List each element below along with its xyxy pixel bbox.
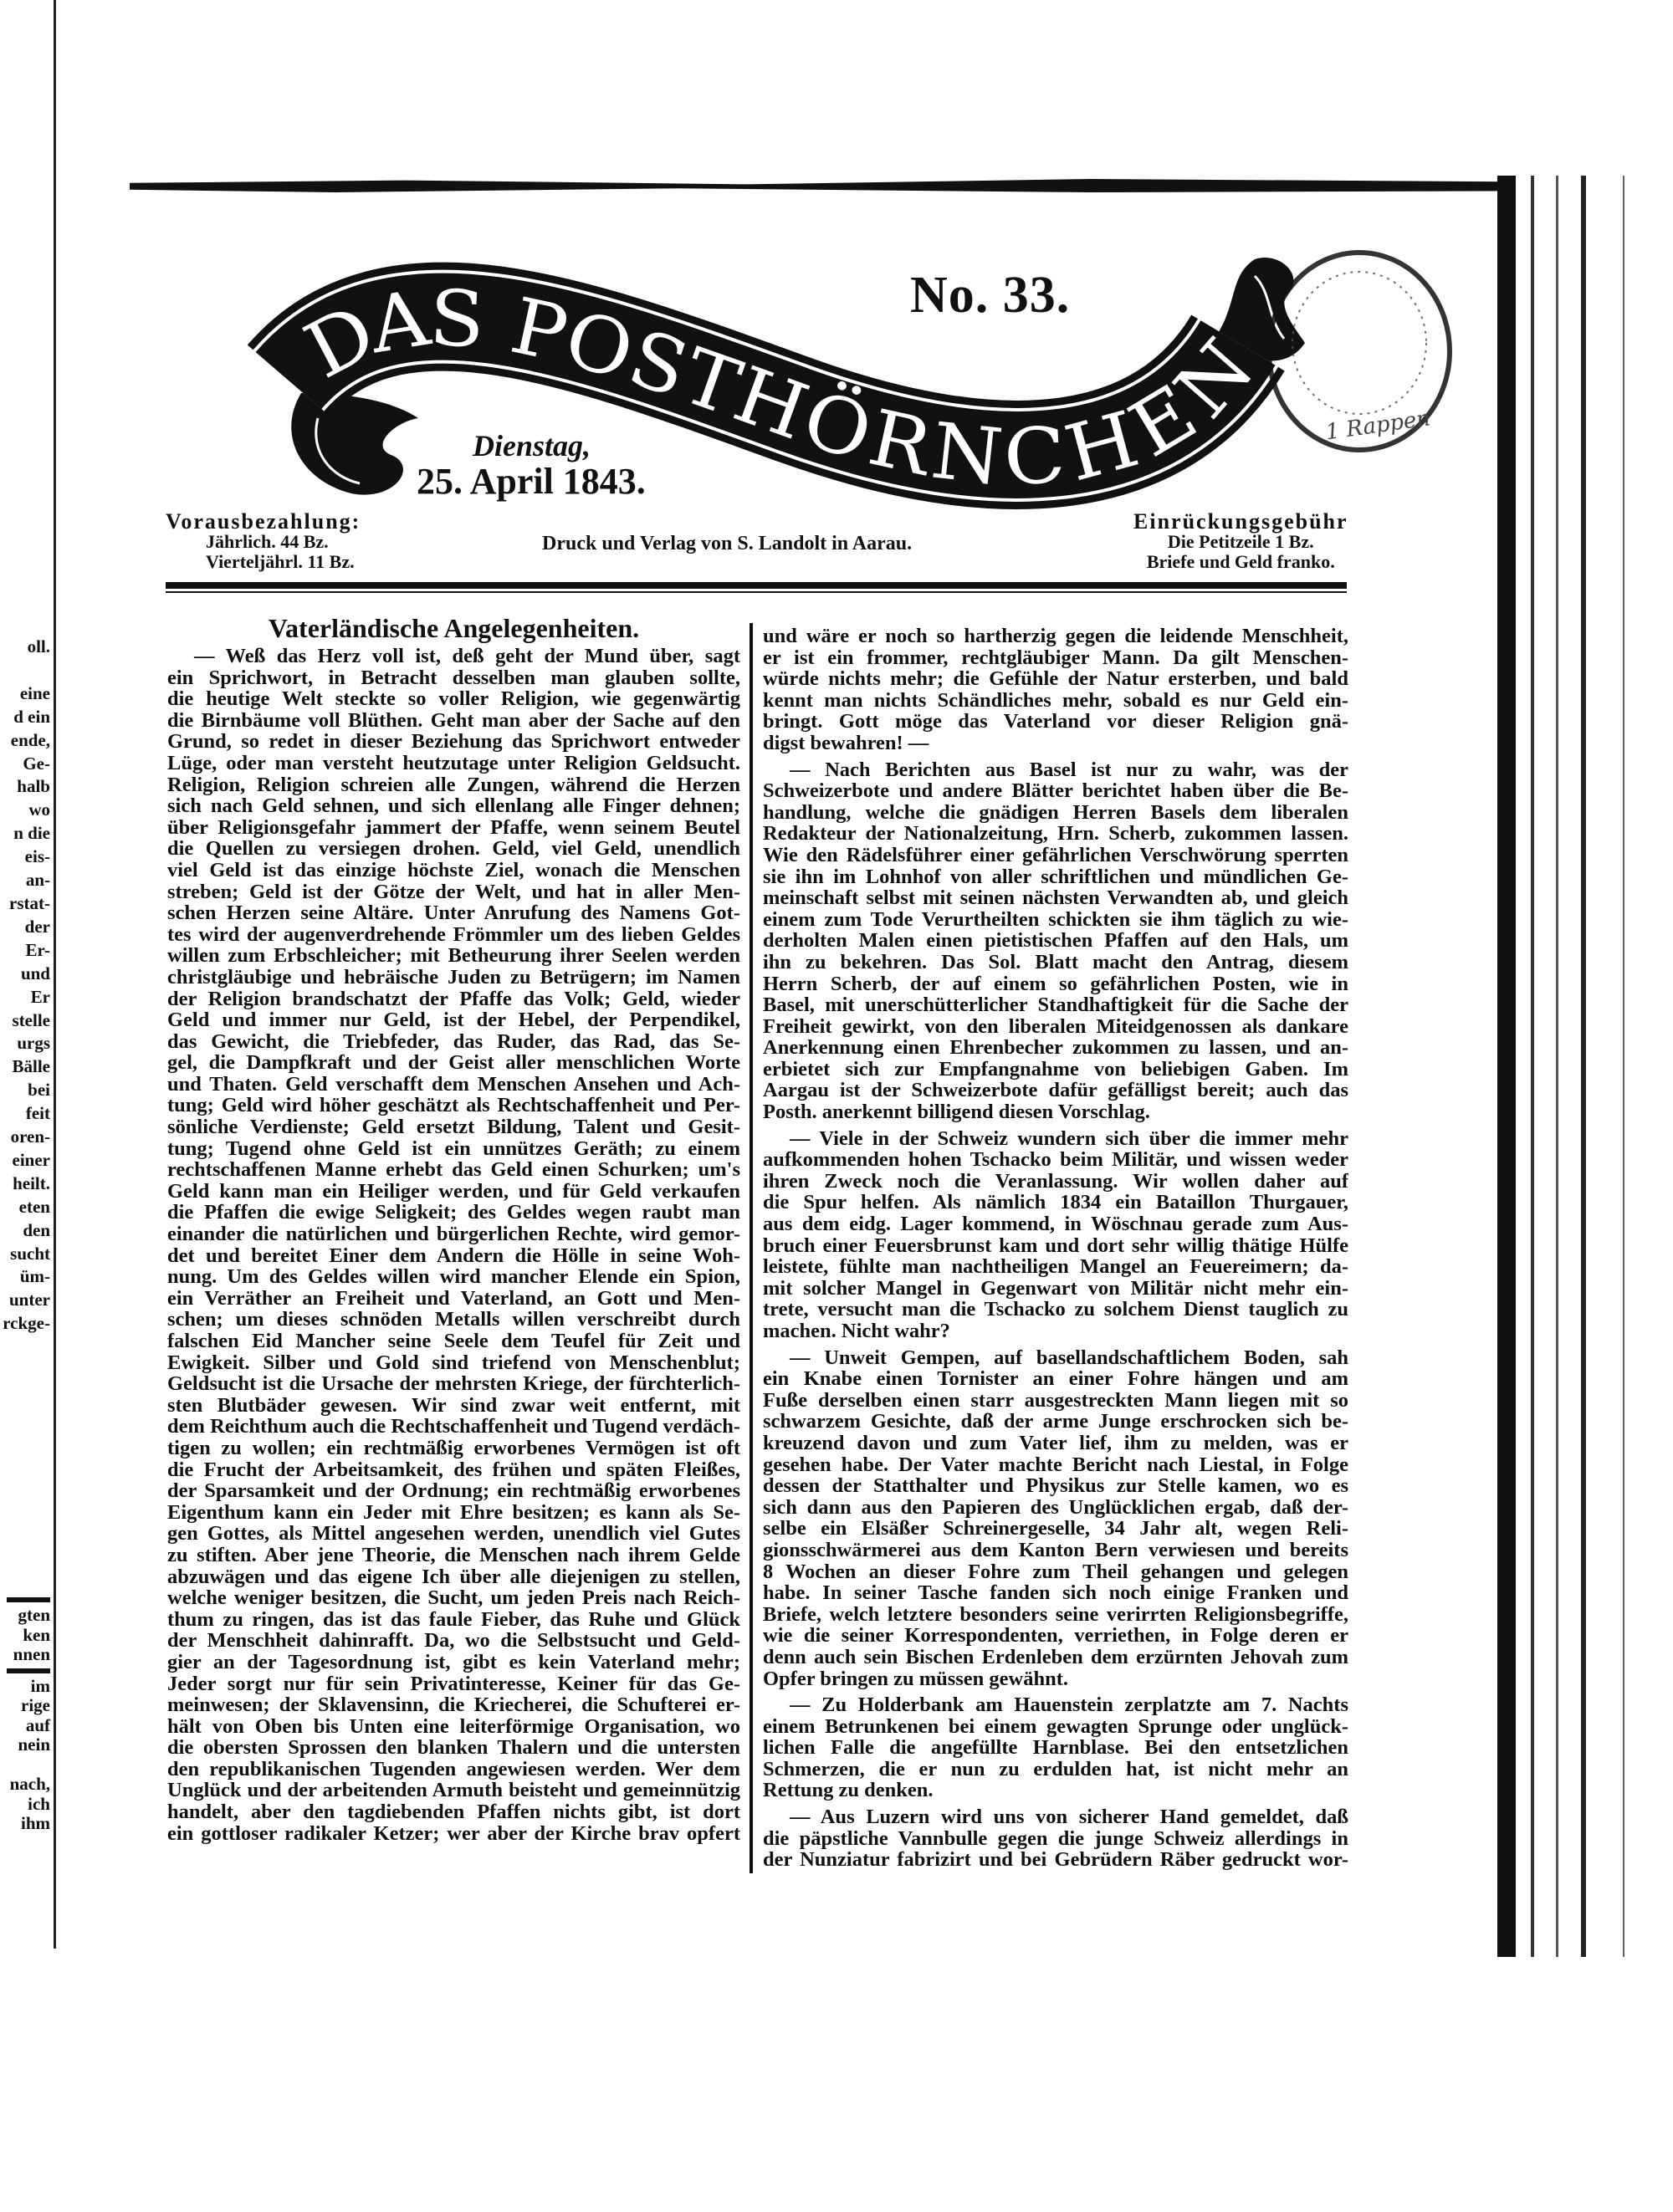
fragment-text: urgs	[17, 1033, 50, 1054]
text-line: 8 Wochen an dieser Fohre zum Theil gehangen und gelegen	[763, 1561, 1348, 1583]
text-line: Unglück und der arbeitenden Armuth beisteht und gemeinnützig	[167, 1780, 740, 1802]
fragment-text	[0, 1755, 50, 1775]
fragment-text: stelle	[12, 1009, 50, 1030]
article-paragraph	[763, 759, 1348, 1123]
text-line: Wie den Rädelsführer einer gefährlichen Verschwörung sperrten	[763, 844, 1348, 866]
text-line: ein Verräther an Freiheit und Vaterland, an Gott und Men-	[167, 1287, 740, 1310]
text-line: mit solcher Mangel in Gegenwart von Militär nicht mehr ein-	[763, 1277, 1348, 1300]
text-line: christgläubige und hebräische Juden zu Betrügern; im Namen	[167, 966, 740, 989]
previous-page-fragments-upper	[0, 636, 50, 1336]
fragment-text: eis-	[24, 846, 50, 867]
text-line: die päpstliche Vannbulle gegen die junge Schweiz allerdings in	[763, 1827, 1348, 1850]
subscription-yearly: Jährlich. 44 Bz.	[206, 531, 329, 552]
masthead-banner	[0, 0, 1673, 585]
article-paragraph	[763, 1347, 1348, 1690]
text-line: hält von Oben bis Unten eine leiterförmige Organisation, wo	[167, 1715, 740, 1738]
text-line: dessen der Statthalter und Physikus zur Stelle kamen, wo es	[763, 1475, 1348, 1497]
text-line: habe. In seiner Tasche fanden sich noch einige Franken und	[763, 1582, 1348, 1604]
fragment-text: halb	[17, 776, 50, 797]
text-line: Basel, mit unerschütterlicher Standhaftigkeit für die Sache der	[763, 994, 1348, 1016]
text-line: die Quellen zu versiegen drohen. Geld, viel Geld, unendlich	[167, 838, 740, 860]
text-line: det und bereitet Einer dem Andern die Hölle in seine Woh-	[167, 1244, 740, 1267]
text-line: den republikanischen Tugenden angewiesen werden. Wer dem	[167, 1758, 740, 1780]
fragment-text: rckge-	[3, 1313, 50, 1334]
issue-weekday: Dienstag,	[473, 429, 591, 462]
text-line: denn auch sein Bischen Erdenleben dem erzürnten Jehovah zum	[763, 1646, 1348, 1668]
text-line: — Unweit Gempen, auf basellandschaftlichem Boden, sah	[790, 1346, 1348, 1369]
text-line: ihn zu bekehren. Das Sol. Blatt macht den Antrag, diesem	[763, 951, 1348, 973]
text-line: Ewigkeit. Silber und Gold sind triefend von Menschenblut;	[167, 1351, 740, 1374]
fragment-text: eten	[18, 1196, 50, 1217]
issue-number	[910, 266, 1070, 325]
text-line: sten Blutbäder gewesen. Wir sind zwar weit entfernt, mit	[167, 1394, 740, 1417]
fragment-text: den	[23, 1219, 50, 1240]
text-line: handelt, aber den tagdiebenden Pfaffen nichts gibt, ist dort	[167, 1801, 740, 1823]
fragment-text: unter	[9, 1290, 50, 1310]
masthead-title: DAS POSTHÖRNCHEN	[290, 273, 1271, 503]
section-heading: Vaterländische Angelegenheiten.	[268, 613, 640, 643]
text-line: meinwesen; der Sklavensinn, die Kriecherei, die Schufterei er-	[167, 1694, 740, 1716]
text-line: erbietet sich zur Empfangnahme von beliebigen Gaben. Im	[763, 1058, 1348, 1080]
text-line: Rettung zu denken.	[763, 1780, 934, 1802]
text-line: gel, die Dampfkraft und der Geist aller menschlichen Worte	[167, 1052, 740, 1074]
text-line: Jeder sorgt nur für sein Privatinteresse, Keiner für das Ge-	[167, 1673, 740, 1695]
text-line: Anerkennung einen Ehrenbecher zukommen zu lassen, und an-	[763, 1037, 1348, 1059]
text-line: trete, versucht man die Tschacko zu solchem Dienst tauglich zu	[763, 1299, 1348, 1321]
text-line: Lüge, oder man versteht heutzutage unter Religion Geldsucht.	[167, 752, 740, 774]
text-line: gionsschwärmerei aus dem Kanton Bern verwiesen und bereits	[763, 1539, 1348, 1561]
text-line: würde nichts mehr; die Gefühle der Natur ersterben, und bald	[763, 668, 1348, 690]
fragment-text	[0, 659, 50, 682]
text-line: abzuwägen und das eigene Ich über alle diejenigen zu stellen,	[167, 1566, 740, 1588]
fragment-text: bei	[28, 1080, 50, 1101]
text-line: Freiheit gewirkt, von den liberalen Miteidgenossen als dankare	[763, 1015, 1348, 1038]
text-line: ein Knabe einen Tornister an einer Fohre hängen und am	[763, 1368, 1348, 1390]
text-line: einander die natürlichen und bürgerlichen Rechte, wird gemor-	[167, 1223, 740, 1245]
text-line: schen Herzen seine Altäre. Unter Anrufung des Namens Got-	[167, 902, 740, 924]
fragment-text: nein	[18, 1734, 50, 1755]
article-paragraph	[167, 646, 740, 1844]
fragment-text: heilt.	[13, 1172, 50, 1193]
text-line: willen zum Erbschleicher; mit Betheurung ihrer Seelen werden	[167, 945, 740, 967]
previous-page-fragments-lower	[0, 1594, 50, 1834]
fragment-text: üm-	[19, 1266, 50, 1287]
text-line: machen. Nicht wahr?	[763, 1321, 950, 1342]
text-line: digst bewahren! —	[763, 732, 929, 754]
text-line: Fuße derselben einen starr ausgestreckten Mann liegen mit so	[763, 1389, 1348, 1412]
text-line: aus dem eidg. Lager kommend, in Wöschnau gerade zum Aus-	[763, 1213, 1348, 1235]
issue-number-value: 33.	[1002, 267, 1071, 324]
fragment-text: eine	[19, 682, 50, 703]
advertising-heading: Einrückungsgebühr	[1133, 509, 1348, 534]
header-rule-thick	[166, 582, 1347, 589]
text-line: die Frucht der Arbeitsamkeit, des frühen und späten Fleißes,	[167, 1458, 740, 1481]
text-line: meinschaft selbst mit seinen nächsten Verwandten ab, und gleich	[763, 887, 1348, 909]
fragment-text: sucht	[10, 1243, 50, 1264]
issue-date: 25. April 1843.	[417, 461, 646, 502]
subscription-heading: Vorausbezahlung:	[166, 509, 361, 534]
fragment-text: rige	[21, 1695, 50, 1715]
fragment-block-b	[0, 1677, 50, 1834]
text-line: Schmerzen, die er nun zu erdulden hat, ist nicht mehr an	[763, 1758, 1348, 1780]
text-line: der Menschheit dahinrafft. Da, wo die Selbstsucht und Geld-	[167, 1630, 740, 1652]
fragment-text: Er	[30, 986, 50, 1007]
text-line: sie ihn im Lohnhof von aller schriftlichen und mündlichen Ge-	[763, 866, 1348, 888]
svg-text:1 Rappen: 1 Rappen	[1323, 406, 1432, 446]
text-line: die heutige Welt steckte so voller Religion, wie gegenwärtig	[167, 688, 740, 710]
text-line: tung; Tugend ohne Geld ist ein unnützes Geräth; zu einem	[167, 1137, 740, 1160]
article-paragraph	[763, 1694, 1348, 1801]
text-line: sich nach Geld sehnen, und sich ellenlang alle Finger dehnen;	[167, 795, 740, 817]
fragment-text: n die	[13, 823, 50, 844]
text-line: Posth. anerkennt billigend diesen Vorschlag.	[763, 1101, 1150, 1123]
fragment-text: feit	[25, 1103, 50, 1124]
text-line: derholten Malen einen pietistischen Pfaffen auf den Hals, um	[763, 930, 1348, 952]
article-paragraph	[763, 1128, 1348, 1342]
fragment-text: Er-	[25, 939, 50, 960]
text-line: Geld kann man ein Heiliger werden, und für Geld verkaufen	[167, 1180, 740, 1203]
text-line: Opfer bringen zu müssen gewähnt.	[763, 1668, 1069, 1690]
text-line: kennt man nichts Schändliches mehr, sobald es nur Geld ein-	[763, 689, 1348, 712]
fragment-text: ich	[28, 1793, 50, 1814]
text-line: Briefe, welch letztere besonders seine verirrten Religionsbegriffe,	[763, 1603, 1348, 1626]
text-line: dem Reichthum auch die Rechtschaffenheit und Tugend verdäch-	[167, 1416, 740, 1438]
article-paragraph	[763, 1806, 1348, 1871]
text-line: die Birnbäume voll Blüthen. Geht man aber der Sache auf den	[167, 709, 740, 732]
text-line: Geld und immer nur Geld, ist der Hebel, der Perpendikel,	[167, 1009, 740, 1031]
fragment-text: d ein	[13, 706, 50, 727]
text-line: aufkommenden hohen Tschacko beim Militär, und wissen weder	[763, 1149, 1348, 1171]
article-paragraph	[763, 626, 1348, 754]
text-line: selbe ein Elsäßer Schreinergeselle, 34 Jahr alt, wegen Reli-	[763, 1518, 1348, 1540]
text-line: und Thaten. Geld verschafft dem Menschen Ansehen und Ach-	[167, 1073, 740, 1096]
fragment-text: im	[30, 1675, 50, 1696]
text-line: gen Gottes, als Mittel angesehen werden, unendlich viel Gutes	[167, 1523, 740, 1545]
text-line: Aargau ist der Schweizerbote dafür gefälligst bereit; auch das	[763, 1080, 1348, 1102]
fragment-text: Bälle	[12, 1056, 50, 1077]
text-line: bruch einer Feuersbrunst kam und dort sehr willig thätige Hülfe	[763, 1234, 1348, 1257]
article-column-1	[167, 646, 740, 1844]
text-line: sönliche Verdienste; Geld ersetzt Bildung, Talent und Gesit-	[167, 1116, 740, 1138]
text-line: schwarzem Gesichte, daß der arme Junge erschrocken sich be-	[763, 1411, 1348, 1433]
text-line: ein Sprichwort, in Betracht desselben man glauben sollte,	[167, 667, 740, 689]
fragment-text: auf	[25, 1714, 50, 1735]
text-line: Herrn Scherb, der auf einem so gefährlichen Posten, wie in	[763, 973, 1348, 995]
article-column-2	[763, 626, 1348, 1871]
fragment-text: ihm	[20, 1813, 50, 1833]
text-line: gesehen habe. Der Vater machte Bericht nach Liestal, in Folge	[763, 1453, 1348, 1476]
fragment-text: oll.	[27, 636, 50, 656]
text-line: die Pfaffen die ewige Seligkeit; des Geldes wegen raubt man	[167, 1202, 740, 1224]
text-line: tung; Geld wird höher geschätzt als Rechtschaffenheit und Per-	[167, 1095, 740, 1117]
text-line: gier an der Tagesordnung ist, gibt es kein Vaterland mehr;	[167, 1651, 740, 1673]
text-line: viel Geld ist das einzige höchste Ziel, wonach die Menschen	[167, 859, 740, 881]
banner-left-tail	[291, 393, 418, 495]
advertising-rate: Die Petitzeile 1 Bz.	[1167, 531, 1314, 552]
text-line: Eigenthum kann ein Jeder mit Ehre besitzen; es kann als Se-	[167, 1501, 740, 1524]
text-line: wie die seiner Korrespondenten, verriethen, in Folge deren er	[763, 1625, 1348, 1647]
text-line: und wäre er noch so hartherzig gegen die leidende Menschheit,	[763, 626, 1348, 647]
fragment-block-a	[0, 1606, 50, 1665]
postage-note: Briefe und Geld franko.	[1146, 551, 1335, 572]
text-line: nung. Um des Geldes willen wird mancher Elende ein Spion,	[167, 1266, 740, 1288]
text-line: rechtschaffenen Manne erhebt das Geld einen Schurken; um's	[167, 1159, 740, 1181]
text-line: einem zum Tode Verurtheilten schickten sie ihm täglich zu wie-	[763, 908, 1348, 931]
text-line: schen; um dieses schnöden Metalls willen verschreibt durch	[167, 1309, 740, 1331]
subscription-quarterly: Vierteljährl. 11 Bz.	[206, 551, 355, 572]
text-line: Grund, so redet in dieser Beziehung das Sprichwort entweder	[167, 731, 740, 753]
fragment-text: ken	[23, 1624, 50, 1645]
text-line: ein gottloser radikaler Ketzer; wer aber der Kirche brav opfert	[167, 1822, 740, 1845]
fragment-text: nach,	[9, 1774, 50, 1794]
text-line: — Nach Berichten aus Basel ist nur zu wahr, was der	[790, 759, 1348, 781]
fragment-rule	[7, 1668, 50, 1673]
text-line: er ist ein frommer, rechtgläubiger Mann. Da gilt Menschen-	[763, 646, 1348, 669]
text-line: falschen Eid Mancher seine Seele dem Teufel für Zeit und	[167, 1331, 740, 1352]
text-line: sich dann aus den Papieren des Unglücklichen ergab, daß der-	[763, 1496, 1348, 1519]
text-line: — Viele in der Schweiz wundern sich über die immer mehr	[790, 1127, 1348, 1150]
text-line: einem Betrunkenen bei einem gewagten Sprunge oder unglück-	[763, 1715, 1348, 1738]
column-divider	[750, 623, 753, 1873]
fragment-text: und	[20, 963, 50, 983]
text-line: Religion, Religion schreien alle Zungen, während die Herzen	[167, 774, 740, 796]
text-line: der Sparsamkeit und der Ordnung; ein rechtmäßig erworbenes	[167, 1480, 740, 1502]
fragment-text: gten	[18, 1605, 50, 1625]
text-line: — Zu Holderbank am Hauenstein zerplatzte am 7. Nachts	[790, 1694, 1348, 1716]
text-line: Redakteur der Nationalzeitung, Hrn. Scherb, zukommen lassen.	[763, 823, 1348, 845]
fragment-text: an-	[25, 870, 50, 891]
text-line: zu stiften. Aber jene Theorie, die Menschen nach ihrem Gelde	[167, 1544, 740, 1566]
header-rule-thin	[166, 591, 1347, 593]
text-line: ihren Zweck noch die Veranlassung. Wir wollen daher auf	[763, 1170, 1348, 1193]
text-line: über Religionsgefahr jammert der Pfaffe, wenn seinem Beutel	[167, 816, 740, 839]
text-line: der Religion brandschatzt der Pfaffe das Volk; Geld, wieder	[167, 988, 740, 1010]
text-line: tes wird der augenverdrehende Frömmler um des lieben Geldes	[167, 923, 740, 946]
text-line: das Gewicht, die Triebfeder, das Ruder, das Rad, das Se-	[167, 1030, 740, 1053]
subscription-info	[166, 509, 361, 572]
text-line: Geldsucht ist die Ursache der mehrsten Kriege, der fürchterlich-	[167, 1373, 740, 1395]
text-line: thum zu ringen, das ist das faule Fieber, das Ruhe und Glück	[167, 1608, 740, 1631]
fragment-text: rstat-	[9, 892, 50, 913]
text-line: die Spur helfen. Als nämlich 1834 ein Bataillon Thurgauer,	[763, 1192, 1348, 1214]
publisher-line: Druck und Verlag von S. Landolt in Aarau.	[542, 533, 913, 554]
text-line: Schweizerbote und andere Blätter berichtet haben über die Be-	[763, 780, 1348, 802]
text-line: die obersten Sprossen den blanken Thalern und die untersten	[167, 1737, 740, 1759]
advertising-fees	[1133, 509, 1348, 572]
text-line: — Weß das Herz voll ist, deß geht der Mund über, sagt	[194, 646, 740, 667]
text-line: streben; Geld ist der Götze der Welt, und hat in aller Men-	[167, 881, 740, 903]
text-line: handlung, welche die gnädigen Herren Basels dem liberalen	[763, 801, 1348, 824]
text-line: — Aus Luzern wird uns von sicherer Hand gemeldet, daß	[790, 1806, 1348, 1828]
text-line: bringt. Gott möge das Vaterland vor dieser Religion gnä-	[763, 711, 1348, 733]
fragment-text: einer	[12, 1149, 50, 1170]
fragment-text: nnen	[13, 1644, 50, 1664]
fragment-text: der	[24, 916, 50, 937]
text-line: leistete, fühlte man nachtheiligen Mangel an Feuereimern; da-	[763, 1256, 1348, 1278]
text-line: lichen Falle die angefüllte Harnblase. Bei den entsetzlichen	[763, 1737, 1348, 1759]
fragment-text: oren-	[10, 1126, 50, 1147]
text-line: welche weniger besitzen, die Sucht, um jeden Preis nach Reich-	[167, 1587, 740, 1609]
fragment-text: ende,	[10, 729, 50, 750]
fragment-rule	[7, 1597, 50, 1602]
fragment-text: Ge-	[23, 753, 50, 774]
text-line: tigen zu wollen; ein rechtmäßig erworbenes Vermögen ist oft	[167, 1437, 740, 1459]
issue-number-prefix: No.	[910, 267, 990, 324]
fragment-text: wo	[28, 799, 50, 820]
text-line: der Nunziatur fabrizirt und bei Gebrüdern Räber gedruckt wor-	[763, 1849, 1348, 1871]
text-line: kreuzend davon und zum Vater lief, ihm zu melden, was er	[763, 1432, 1348, 1454]
